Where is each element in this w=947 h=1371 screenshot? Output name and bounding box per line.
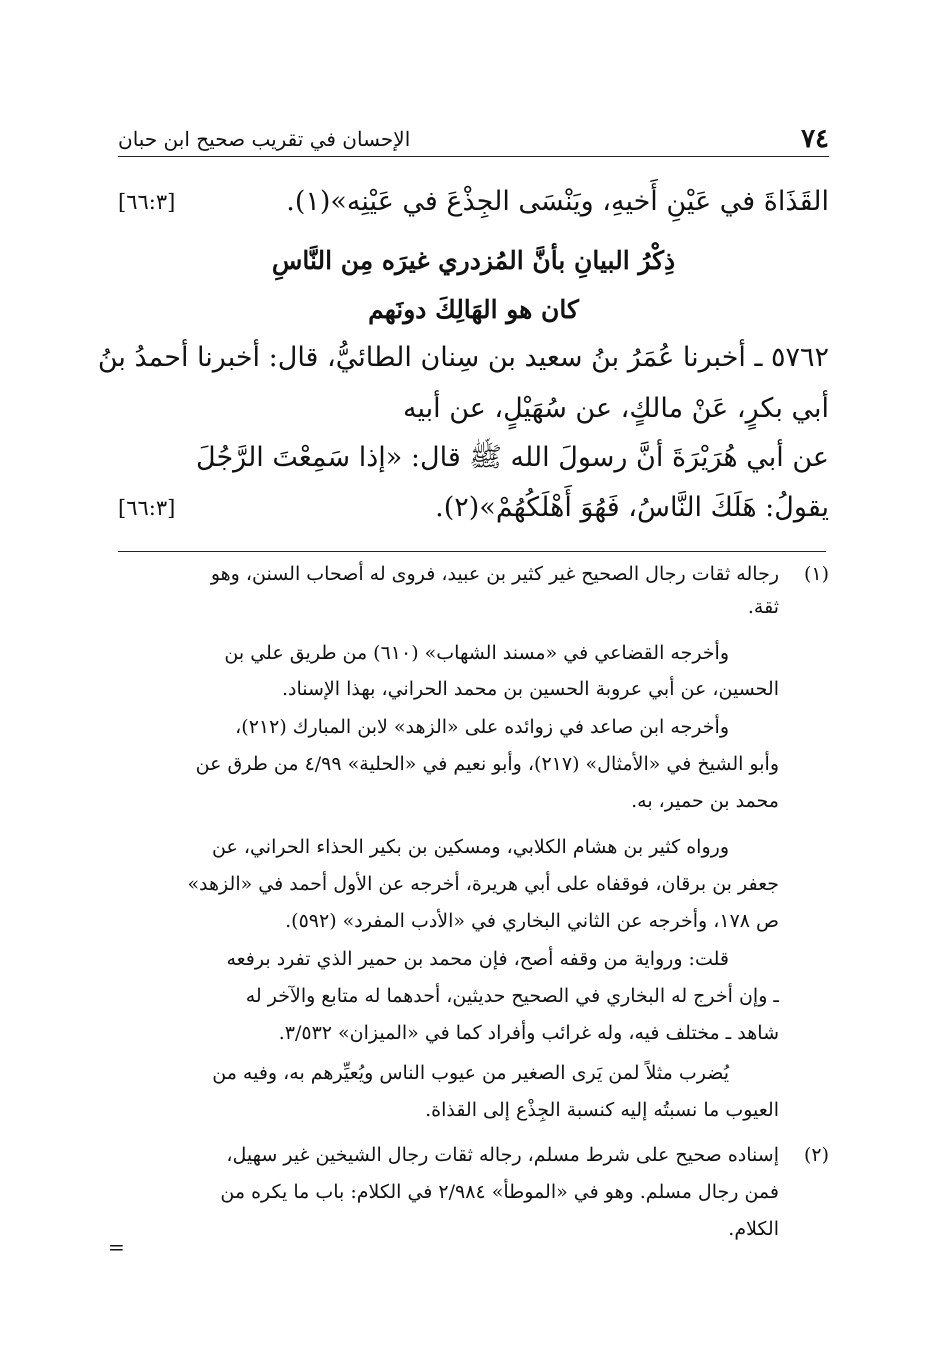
- footnote-1-line-9-text: جعفر بن برقان، فوقفاه على أبي هريرة، أخرجه عن الأول أحمد في «الزهد»: [187, 873, 779, 895]
- footnote-1-line-14-text: يُضرب مثلاً لمن يَرى الصغير من عيوب الناس ويُعيِّرهم به، وفيه من: [212, 1062, 729, 1084]
- footnote-1-number: (١): [803, 563, 829, 585]
- footnote-1-line-12-text: ـ وإن أخرج له البخاري في الصحيح حديثين، أحدهما له متابع والآخر له: [245, 985, 779, 1007]
- hadith-line-2: أبي بكرٍ، عَنْ مالكٍ، عن سُهَيْلٍ، عن أبيه: [402, 393, 829, 424]
- running-title: الإحسان في تقريب صحيح ابن حبان: [118, 127, 411, 151]
- section-heading-line-2: كان هو الهَالِكَ دونَهم: [368, 295, 579, 324]
- footnote-1-line-11-text: قلت: ورواية من وقفه أصح، فإن محمد بن حمير الذي تفرد برفعه: [226, 948, 729, 970]
- footnote-1-text: رجاله ثقات رجال الصحيح غير كثير بن عبيد، فروى له أصحاب السنن، وهو: [210, 563, 779, 585]
- footnote-1-line-13-text: شاهد ـ مختلف فيه، وله غرائب وأفراد كما في «الميزان» ٣/٥٣٢.: [278, 1022, 779, 1044]
- footnote-1-line-8-text: ورواه كثير بن هشام الكلابي، ومسكين بن بكير الحذاء الحراني، عن: [212, 836, 729, 858]
- footnote-1-line-7-text: محمد بن حمير، به.: [631, 790, 779, 812]
- footnote-1-line-5-text: وأخرجه ابن صاعد في زوائده على «الزهد» لابن المبارك (٢١٢)،: [235, 716, 729, 738]
- footnote-1-line-3-text: وأخرجه القضاعي في «مسند الشهاب» (٦١٠) من طريق علي بن: [224, 642, 729, 664]
- footnote-1-line-2-text: ثقة.: [747, 596, 779, 618]
- footnote-2-text: إسناده صحيح على شرط مسلم، رجاله ثقات رجال الشيخين غير سهيل،: [226, 1144, 779, 1166]
- footnote-1-line-4-text: الحسين، عن أبي عروبة الحسين بن محمد الحراني، بهذا الإسناد.: [282, 678, 779, 700]
- page-number: ٧٤: [801, 124, 829, 154]
- hadith-line-4-text: يقولُ: هَلَكَ النَّاسُ، فَهُوَ أَهْلَكُهُمْ»(٢).: [435, 492, 829, 523]
- main-line-1: [118, 186, 829, 217]
- hadith-line-3: عن أبي هُرَيْرَةَ أنَّ رسولَ الله ﷺ قال: «إذا سَمِعْتَ الرَّجُلَ: [196, 442, 829, 473]
- footnote-1-line-15-text: العيوب ما نسبتُه إليه كنسبة الجِذْع إلى القذاة.: [425, 1099, 779, 1121]
- section-heading-line-1: ذِكْرُ البيانِ بأنَّ المُزدري غيرَه مِن النَّاسِ: [271, 246, 676, 275]
- footnote-2-line-3-text: الكلام.: [728, 1218, 779, 1240]
- hadith-line-4: [118, 492, 829, 523]
- footnote-2-line-2-text: فمن رجال مسلم. وهو في «الموطأ» ٢/٩٨٤ في الكلام: باب ما يكره من: [220, 1181, 779, 1203]
- footnote-1-line-6-text: وأبو الشيخ في «الأمثال» (٢١٧)، وأبو نعيم في «الحلية» ٤/٩٩ من طرق عن: [195, 753, 779, 775]
- continuation-mark: =: [108, 1235, 125, 1259]
- reference-2: [٦٦:٣]: [118, 496, 176, 520]
- reference-1: [٦٦:٣]: [118, 190, 176, 214]
- page-header: [118, 120, 829, 157]
- footnote-1-line-10-text: ص ١٧٨، وأخرجه عن الثاني البخاري في «الأدب المفرد» (٥٩٢).: [285, 910, 779, 932]
- hadith-line-1: ٥٧٦٢ ـ أخبرنا عُمَرُ بنُ سعيد بن سِنان الطائيُّ، قال: أخبرنا أحمدُ بنُ: [97, 342, 829, 373]
- footnote-2-number: (٢): [803, 1144, 829, 1166]
- main-line-1-text: القَذَاةَ في عَيْنِ أَخيهِ، ويَنْسَى الجِذْعَ في عَيْنِه»(١).: [286, 186, 829, 217]
- footnote-divider: [118, 551, 826, 552]
